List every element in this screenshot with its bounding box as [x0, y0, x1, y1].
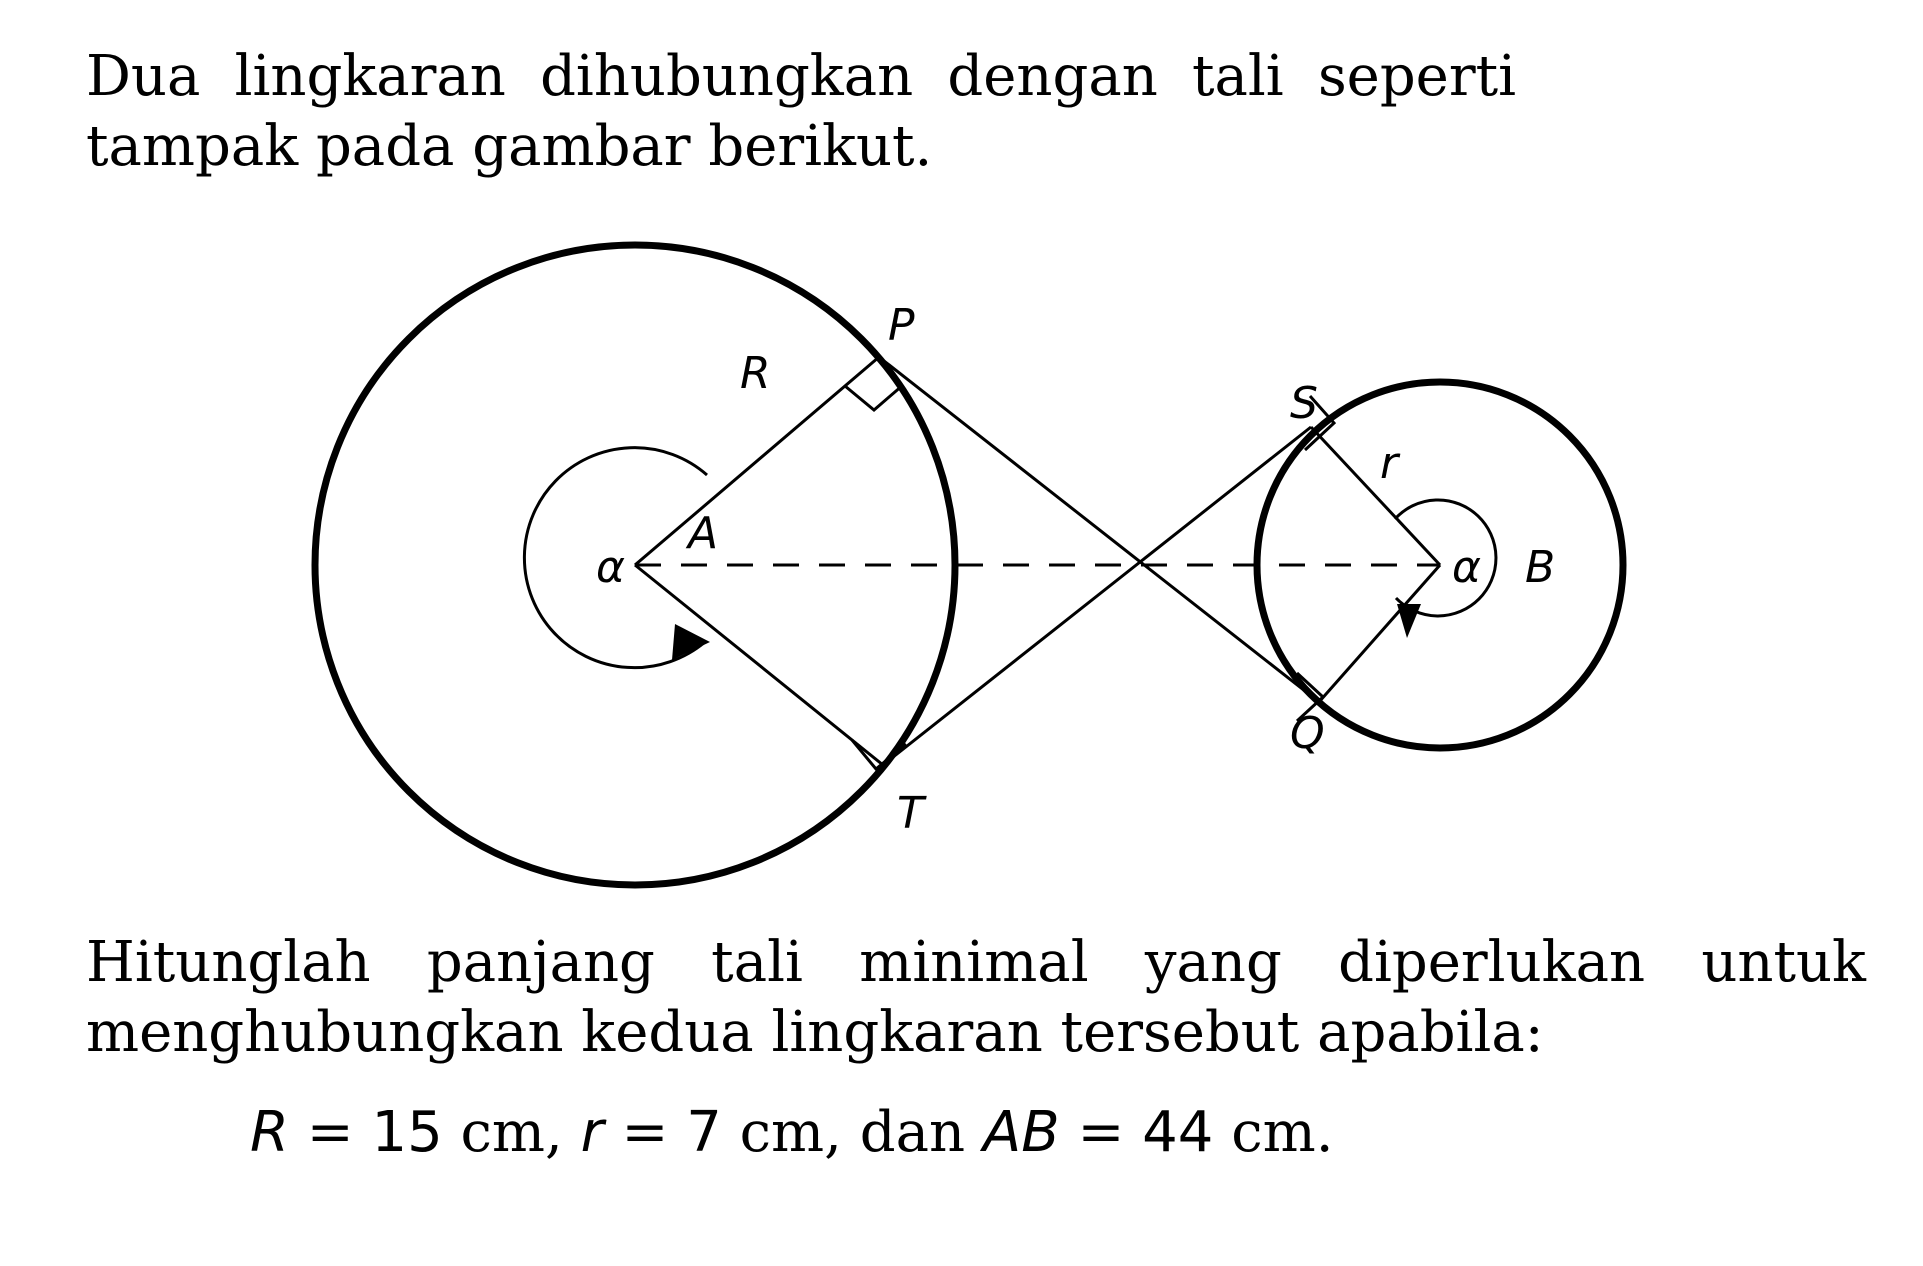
radius-AT [635, 565, 883, 765]
R-value: 15 [371, 1100, 443, 1165]
tangent-line-TS [883, 427, 1311, 765]
label-A: A [688, 508, 719, 559]
r-symbol: r [580, 1100, 604, 1165]
label-T: T [897, 788, 924, 839]
right-angle-marker-P [845, 385, 903, 410]
arrowhead-A [672, 624, 710, 660]
label-S: S [1290, 378, 1318, 429]
radius-BQ [1319, 565, 1440, 702]
label-P: P [888, 300, 915, 351]
label-alpha-left: α [596, 542, 626, 593]
label-B: B [1525, 542, 1556, 593]
connector-word: dan [859, 1100, 966, 1165]
equals-sign-2: = [621, 1100, 669, 1165]
label-r: r [1380, 438, 1399, 489]
AB-symbol: AB [982, 1100, 1060, 1165]
unit-3: cm [1231, 1100, 1316, 1165]
label-Q: Q [1290, 708, 1325, 759]
unit-1: cm [460, 1100, 546, 1165]
equals-sign-3: = [1077, 1100, 1125, 1165]
question-text: Hitunglah panjang tali minimal yang diperlukan untuk menghubungkan kedua lingkaran tersebut apabila: [86, 930, 1866, 1065]
label-R: R [740, 348, 771, 399]
given-values: R = 15 cm, r = 7 cm, dan AB = 44 cm. [250, 1100, 1334, 1165]
intro-text: Dua lingkaran dihubungkan dengan tali seperti tampak pada gambar berikut. [86, 44, 1516, 179]
unit-2: cm [739, 1100, 825, 1165]
equals-sign-1: = [306, 1100, 354, 1165]
arrowhead-B [1397, 604, 1421, 638]
radius-BS [1311, 427, 1440, 565]
R-symbol: R [250, 1100, 289, 1165]
label-alpha-right: α [1452, 542, 1482, 593]
AB-value: 44 [1142, 1100, 1214, 1165]
r-value: 7 [686, 1100, 722, 1165]
